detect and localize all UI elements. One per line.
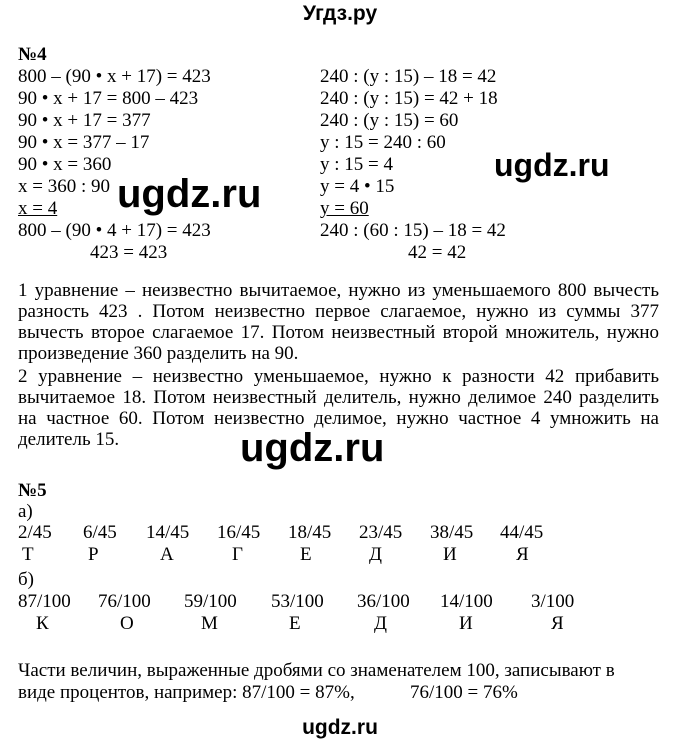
letter: М bbox=[201, 613, 218, 634]
fraction: 18/45 bbox=[288, 522, 332, 543]
task-number: №5 bbox=[18, 480, 47, 501]
fraction: 36/100 bbox=[357, 591, 410, 612]
part-label: а) bbox=[18, 501, 33, 522]
letter: И bbox=[459, 613, 473, 634]
site-header: Угдз.ру bbox=[302, 2, 378, 25]
letter: К bbox=[36, 613, 49, 634]
equation-answer: x = 4 bbox=[18, 198, 58, 219]
fraction: 59/100 bbox=[184, 591, 237, 612]
equation-line: 240 : (y : 15) = 60 bbox=[320, 110, 459, 131]
letter: Г bbox=[232, 544, 243, 565]
equation-check: 423 = 423 bbox=[90, 242, 168, 263]
letter: Е bbox=[300, 544, 312, 565]
fraction: 38/45 bbox=[430, 522, 474, 543]
letter: Т bbox=[22, 544, 34, 565]
letter: А bbox=[160, 544, 174, 565]
fraction: 6/45 bbox=[83, 522, 117, 543]
part-label: б) bbox=[18, 569, 34, 590]
fraction: 14/100 bbox=[440, 591, 493, 612]
equation-line: 240 : (y : 15) = 42 + 18 bbox=[320, 88, 498, 109]
letter: О bbox=[120, 613, 134, 634]
letter: Р bbox=[88, 544, 99, 565]
equation-check: 800 – (90 • 4 + 17) = 423 bbox=[18, 220, 211, 241]
equation-line: 90 • x + 17 = 800 – 423 bbox=[18, 88, 199, 109]
letter: Е bbox=[289, 613, 301, 634]
fraction: 14/45 bbox=[146, 522, 190, 543]
watermark: ugdz.ru bbox=[494, 147, 610, 183]
note-text: Части величин, выраженные дробями со знаменателем 100, записывают в bbox=[18, 660, 615, 681]
equation-line: y : 15 = 4 bbox=[320, 154, 393, 175]
note-text: виде процентов, например: 87/100 = 87%, bbox=[18, 682, 355, 703]
explanation-paragraph: 1 уравнение – неизвестно вычитаемое, нужно из уменьшаемого 800 вычесть разность 423 . Потом неизвестно первое слагаемое, нужно из суммы 377 вычесть второе слагаемое 17. Потом неизвестный второй множитель, нужно произведение 360 разделить на 90. bbox=[18, 280, 659, 364]
watermark: ugdz.ru bbox=[117, 172, 262, 216]
equation-line: y = 4 • 15 bbox=[320, 176, 395, 197]
letter: И bbox=[443, 544, 457, 565]
equation-line: 90 • x = 360 bbox=[18, 154, 112, 175]
equation-line: 240 : (y : 15) – 18 = 42 bbox=[320, 66, 497, 87]
fraction: 2/45 bbox=[18, 522, 52, 543]
equation-line: 800 – (90 • x + 17) = 423 bbox=[18, 66, 211, 87]
fraction: 76/100 bbox=[98, 591, 151, 612]
equation-line: y : 15 = 240 : 60 bbox=[320, 132, 446, 153]
equation-line: 90 • x + 17 = 377 bbox=[18, 110, 151, 131]
site-footer: ugdz.ru bbox=[302, 716, 378, 739]
equation-line: 90 • x = 377 – 17 bbox=[18, 132, 150, 153]
equation-check: 42 = 42 bbox=[408, 242, 467, 263]
fraction: 44/45 bbox=[500, 522, 544, 543]
explanation-paragraph: 2 уравнение – неизвестно уменьшаемое, нужно к разности 42 прибавить вычитаемое 18. Потом неизвестный делитель, нужно делимое 240 разделить на частное 60. Потом неизвестно делимое, нужно частное 4 умножить на делитель 15. bbox=[18, 366, 659, 450]
watermark: ugdz.ru bbox=[240, 426, 385, 470]
letter: Я bbox=[551, 613, 564, 634]
equation-answer: y = 60 bbox=[320, 198, 369, 219]
letter: Д bbox=[374, 613, 387, 634]
fraction: 3/100 bbox=[531, 591, 575, 612]
equation-check: 240 : (60 : 15) – 18 = 42 bbox=[320, 220, 506, 241]
fraction: 23/45 bbox=[359, 522, 403, 543]
fraction: 16/45 bbox=[217, 522, 261, 543]
letter: Я bbox=[516, 544, 529, 565]
fraction: 87/100 bbox=[18, 591, 71, 612]
task-number: №4 bbox=[18, 44, 47, 65]
fraction: 53/100 bbox=[271, 591, 324, 612]
equation-line: x = 360 : 90 bbox=[18, 176, 110, 197]
note-text: 76/100 = 76% bbox=[410, 682, 518, 703]
letter: Д bbox=[369, 544, 382, 565]
